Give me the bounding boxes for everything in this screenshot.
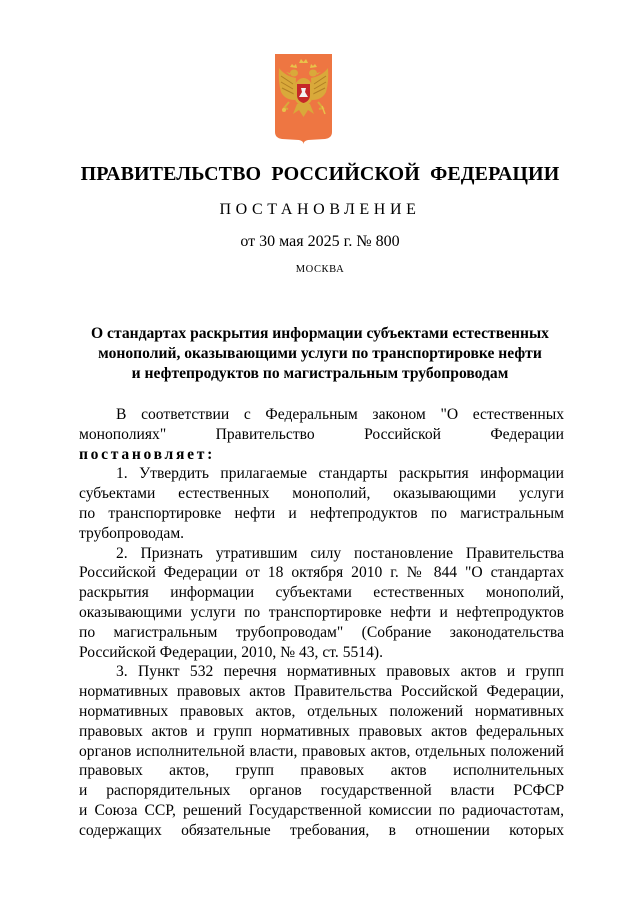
heading-line: О стандартах раскрытия информации субъектами естественных [91, 325, 549, 342]
item1-line: трубопроводам. [79, 524, 185, 542]
resolves-keyword: постановляет: [79, 445, 216, 463]
item3-line: нормативных правовых актов Правительства Российской Федерации, [79, 683, 564, 701]
item3-line: органов исполнительной власти, правовых актов, отдельных положений [79, 742, 564, 760]
item2-line: раскрытия информации субъектами естественных монополий, [79, 584, 564, 602]
document-date-number: от 30 мая 2025 г. № 800 [240, 233, 400, 250]
item3-line: 3. Пункт 532 перечня нормативных правовых актов и групп [116, 663, 564, 681]
item3-line: и Союза ССР, решений Государственной комиссии по радиочастотам, [79, 801, 564, 819]
item2-line: оказывающими услуги по транспортировке нефти и нефтепродуктов [79, 603, 564, 621]
item3-line: и распорядительных органов государственной власти РСФСР [79, 782, 564, 800]
intro-text: монополиях" Правительство Российской Федерации [79, 425, 564, 443]
coat-of-arms-icon [275, 54, 332, 144]
item3-line: правовых актов и групп нормативных правовых актов федеральных [79, 722, 564, 740]
item1-line: субъектами естественных монополий, оказывающими услуги [79, 485, 564, 503]
item2-line: по магистральным трубопроводам" (Собрание законодательства [79, 623, 564, 641]
government-title: ПРАВИТЕЛЬСТВО РОССИЙСКОЙ ФЕДЕРАЦИИ [80, 163, 560, 185]
item1-line: по транспортировке нефти и нефтепродуктов по магистральным [79, 504, 564, 522]
document-body [79, 405, 564, 841]
item2-line: 2. Признать утратившим силу постановление Правительства [116, 544, 564, 562]
heading-line: монополий, оказывающими услуги по транспортировке нефти [98, 345, 542, 362]
item3-line: нормативных правовых актов, отдельных положений нормативных [79, 702, 564, 720]
document-city: МОСКВА [295, 264, 345, 275]
intro-line [79, 425, 564, 465]
document-heading [60, 324, 580, 384]
item3-line: правовых актов, групп правовых актов исполнительных [79, 762, 564, 780]
item1-line: 1. Утвердить прилагаемые стандарты раскрытия информации [116, 465, 564, 483]
heading-line: и нефтепродуктов по магистральным трубопроводам [131, 365, 509, 382]
item3-line: содержащих обязательные требования, в отношении которых [79, 821, 564, 839]
item2-line: Российской Федерации, 2010, № 43, ст. 5514). [79, 643, 383, 661]
item2-line: Российской Федерации от 18 октября 2010 г. № 844 "О стандартах [79, 564, 564, 582]
document-type: ПОСТАНОВЛЕНИЕ [219, 201, 421, 218]
intro-line: В соответствии с Федеральным законом "О естественных [116, 406, 564, 423]
